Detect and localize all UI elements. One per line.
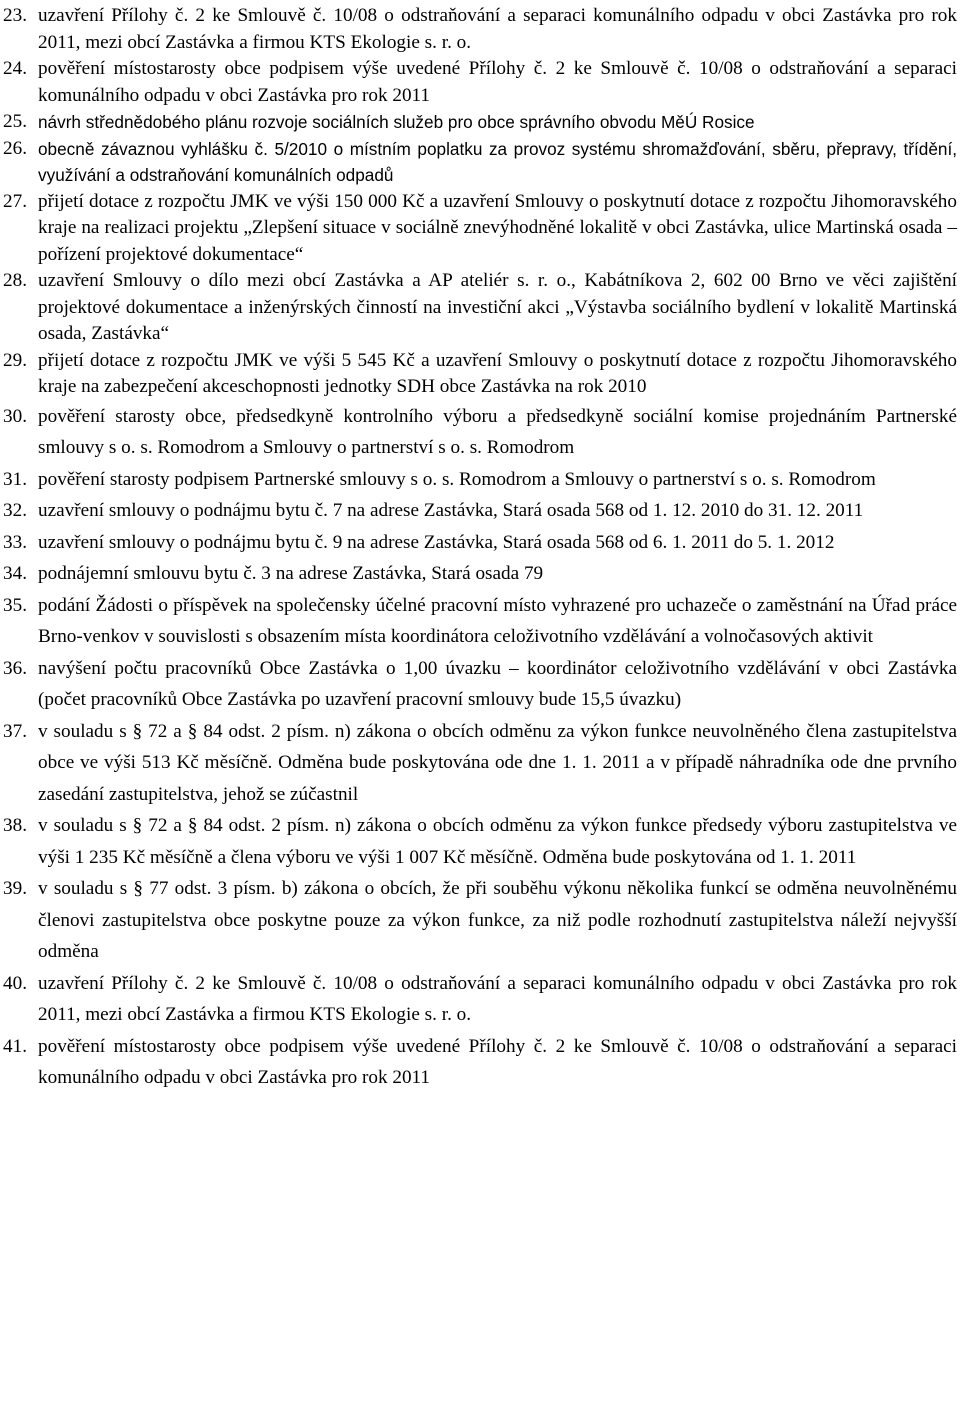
item-text: pověření místostarosty obce podpisem výše uvedené Přílohy č. 2 ke Smlouvě č. 10/08 o odstraňování a separaci komunálního odpadu v obci Zastávka pro rok 2011 xyxy=(38,58,957,106)
item-number: 40. xyxy=(3,972,27,994)
list-item xyxy=(3,1031,957,1094)
list-item xyxy=(3,109,957,136)
list-item xyxy=(3,653,957,716)
list-item xyxy=(3,136,957,189)
item-number: 31. xyxy=(3,468,27,490)
list-item xyxy=(3,495,957,527)
item-number: 41. xyxy=(3,1035,27,1057)
list-item xyxy=(3,527,957,559)
list-item xyxy=(3,558,957,590)
item-text: pověření starosty obce, předsedkyně kontrolního výboru a předsedkyně sociální komise projednáním Partnerské smlouvy s o. s. Romodrom a Smlouvy o partnerství s o. s. Romodrom xyxy=(38,405,957,458)
item-text: pověření místostarosty obce podpisem výše uvedené Přílohy č. 2 ke Smlouvě č. 10/08 o odstraňování a separaci komunálního odpadu v obci Zastávka pro rok 2011 xyxy=(38,1035,957,1088)
item-number: 35. xyxy=(3,594,27,616)
item-text: pověření starosty podpisem Partnerské smlouvy s o. s. Romodrom a Smlouvy o partnerství s o. s. Romodrom xyxy=(38,468,876,490)
item-number: 26. xyxy=(3,137,27,159)
item-text: navýšení počtu pracovníků Obce Zastávka o 1,00 úvazku – koordinátor celoživotního vzdělávání v obci Zastávka (počet pracovníků Obce Zastávka po uzavření pracovní smlouvy bude 15,5 úvazku) xyxy=(38,657,957,710)
item-number: 39. xyxy=(3,878,27,899)
item-number: 29. xyxy=(3,349,27,371)
item-text: obecně závaznou vyhlášku č. 5/2010 o místním poplatku za provoz systému shromažďování, sběru, přepravy, třídění, využívání a odstraňování komunálních odpadů xyxy=(38,138,957,185)
item-number: 36. xyxy=(3,657,27,679)
list-item xyxy=(3,401,957,464)
item-number: 37. xyxy=(3,720,27,742)
item-text: podání Žádosti o příspěvek na společensky účelné pracovní místo vyhrazené pro uchazeče o zaměstnání na Úřad práce Brno-venkov v souvislosti s obsazením místa koordinátora celoživotního vzdělávání a volnočasových aktivit xyxy=(38,594,957,647)
resolution-list xyxy=(3,3,957,1094)
item-number: 38. xyxy=(3,815,27,836)
item-number: 32. xyxy=(3,500,27,521)
item-number: 27. xyxy=(3,190,27,212)
item-text: v souladu s § 72 a § 84 odst. 2 písm. n) zákona o obcích odměnu za výkon funkce předsedy výboru zastupitelstva ve výši 1 235 Kč měsíčně a člena výboru ve výši 1 007 Kč měsíčně. Odměna bude poskytována od 1. 1. 2011 xyxy=(38,815,957,868)
item-text: uzavření smlouvy o podnájmu bytu č. 7 na adrese Zastávka, Stará osada 568 od 1. 12. 2010 do 31. 12. 2011 xyxy=(38,500,864,521)
list-item xyxy=(3,56,957,109)
item-number: 28. xyxy=(3,270,27,291)
item-text: uzavření Smlouvy o dílo mezi obcí Zastávka a AP ateliér s. r. o., Kabátníkova 2, 602 00 Brno ve věci zajištění projektové dokumentace a inženýrských činností na investiční akci „Výstavba sociálního bydlení v lokalitě Martinská osada, Zastávka“ xyxy=(38,270,957,344)
list-item xyxy=(3,716,957,811)
item-text: návrh střednědobého plánu rozvoje sociálních služeb pro obce správního obvodu MěÚ Rosice xyxy=(38,112,755,132)
item-text: v souladu s § 77 odst. 3 písm. b) zákona o obcích, že při souběhu výkonu několika funkcí se odměna neuvolněnému členovi zastupitelstva obce poskytne pouze za výkon funkce, za niž podle rozhodnutí zastupitelstva náleží nejvyšší odměna xyxy=(38,878,957,962)
list-item xyxy=(3,590,957,653)
item-number: 33. xyxy=(3,531,27,553)
list-item xyxy=(3,968,957,1031)
item-text: přijetí dotace z rozpočtu JMK ve výši 150 000 Kč a uzavření Smlouvy o poskytnutí dotace z rozpočtu Jihomoravského kraje na realizaci projektu „Zlepšení situace v sociálně znevýhodněné lokalitě v obci Zastávka, ulice Martinská osada – pořízení projektové dokumentace“ xyxy=(38,190,957,265)
list-item xyxy=(3,268,957,348)
item-text: uzavření Přílohy č. 2 ke Smlouvě č. 10/08 o odstraňování a separaci komunálního odpadu v obci Zastávka pro rok 2011, mezi obcí Zastávka a firmou KTS Ekologie s. r. o. xyxy=(38,5,957,53)
item-number: 34. xyxy=(3,563,27,584)
list-item xyxy=(3,3,957,56)
item-number: 23. xyxy=(3,5,27,26)
item-text: podnájemní smlouvu bytu č. 3 na adrese Zastávka, Stará osada 79 xyxy=(38,563,544,584)
item-number: 30. xyxy=(3,405,27,427)
list-item xyxy=(3,189,957,269)
list-item xyxy=(3,464,957,496)
item-text: uzavření smlouvy o podnájmu bytu č. 9 na adrese Zastávka, Stará osada 568 od 6. 1. 2011 do 5. 1. 2012 xyxy=(38,531,835,553)
item-text: přijetí dotace z rozpočtu JMK ve výši 5 545 Kč a uzavření Smlouvy o poskytnutí dotace z rozpočtu Jihomoravského kraje na zabezpečení akceschopnosti jednotky SDH obce Zastávka na rok 2010 xyxy=(38,349,957,397)
item-number: 24. xyxy=(3,58,27,79)
list-item xyxy=(3,348,957,401)
item-text: v souladu s § 72 a § 84 odst. 2 písm. n) zákona o obcích odměnu za výkon funkce neuvolněného člena zastupitelstva obce ve výši 513 Kč měsíčně. Odměna bude poskytována ode dne 1. 1. 2011 a v případě náhradníka ode dne prvního zasedání zastupitelstva, jehož se zúčastnil xyxy=(38,720,957,805)
list-item xyxy=(3,810,957,873)
item-text: uzavření Přílohy č. 2 ke Smlouvě č. 10/08 o odstraňování a separaci komunálního odpadu v obci Zastávka pro rok 2011, mezi obcí Zastávka a firmou KTS Ekologie s. r. o. xyxy=(38,972,957,1025)
list-item xyxy=(3,873,957,968)
item-number: 25. xyxy=(3,111,27,132)
